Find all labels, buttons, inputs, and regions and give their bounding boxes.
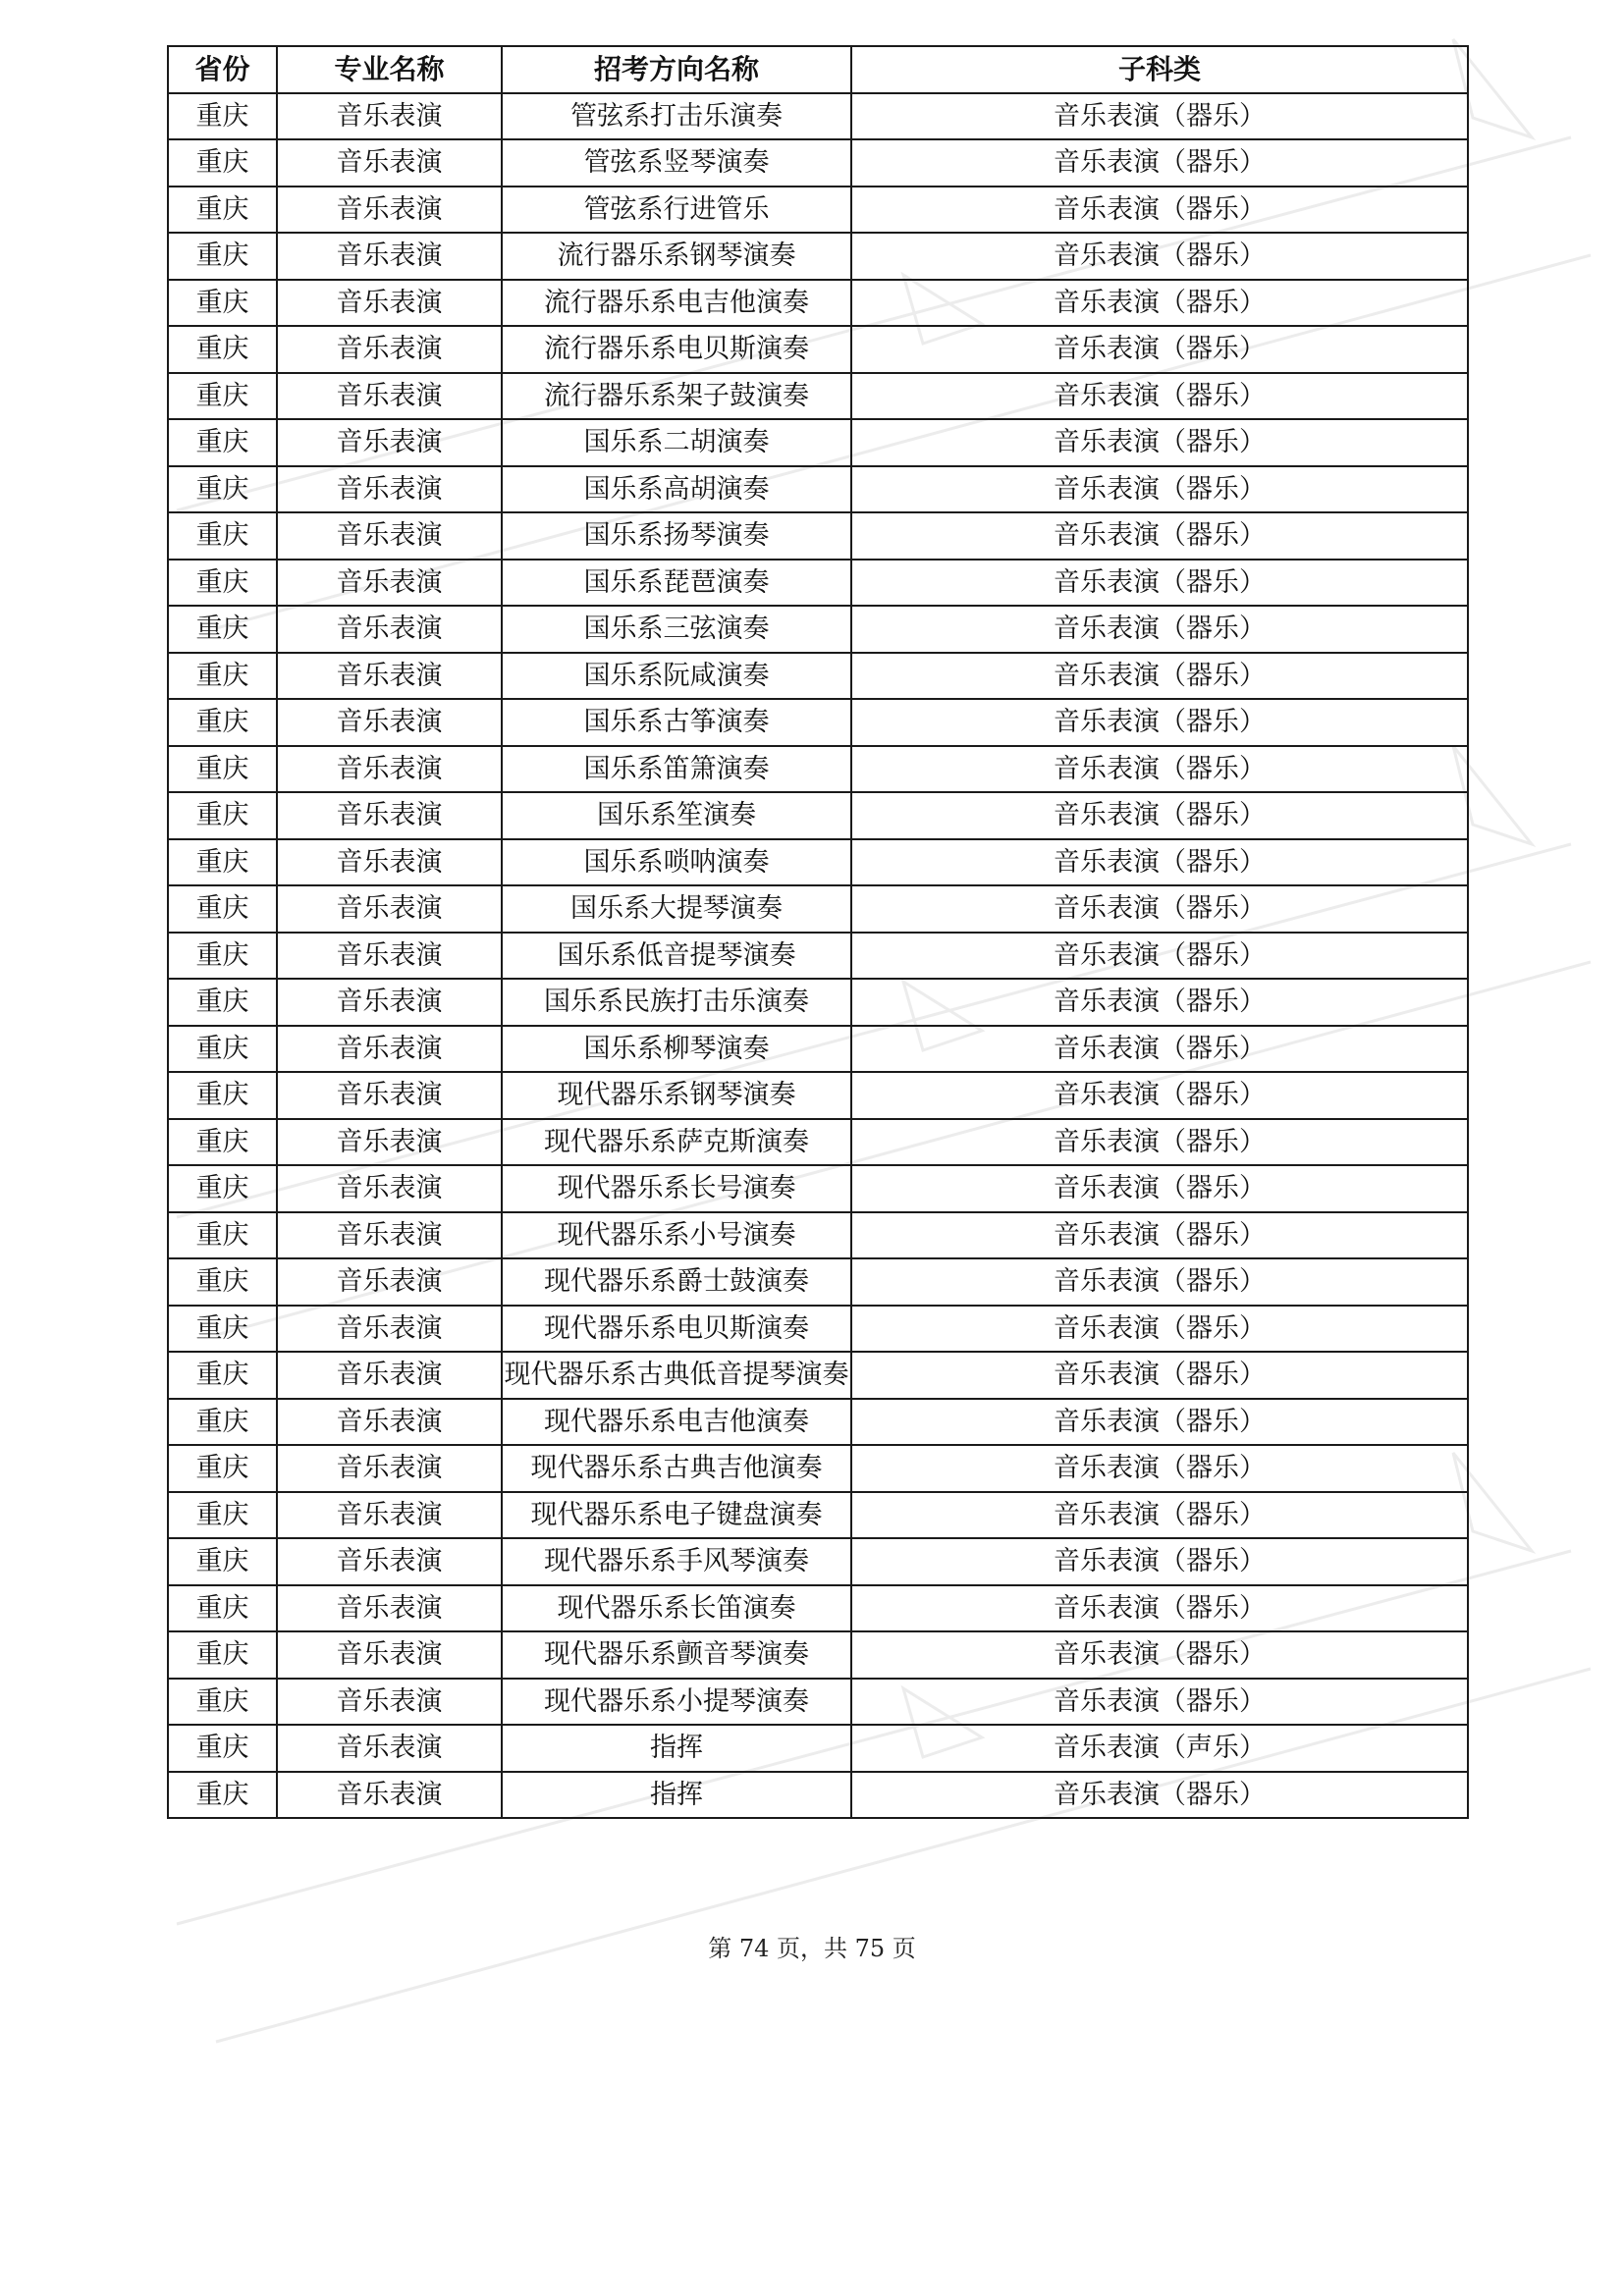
cell-direction-name: 现代器乐系电贝斯演奏 — [502, 1306, 851, 1353]
cell-province: 重庆 — [168, 326, 277, 373]
cell-province: 重庆 — [168, 1492, 277, 1539]
cell-major-name: 音乐表演 — [277, 373, 502, 420]
cell-major-name: 音乐表演 — [277, 1772, 502, 1819]
cell-province: 重庆 — [168, 1445, 277, 1492]
table-row — [168, 373, 1468, 420]
table-row — [168, 699, 1468, 746]
cell-subcategory: 音乐表演（器乐） — [851, 792, 1468, 839]
cell-subcategory: 音乐表演（器乐） — [851, 653, 1468, 700]
cell-major-name: 音乐表演 — [277, 1725, 502, 1772]
cell-direction-name: 流行器乐系架子鼓演奏 — [502, 373, 851, 420]
table-row — [168, 1725, 1468, 1772]
table-row — [168, 1679, 1468, 1726]
cell-direction-name: 管弦系行进管乐 — [502, 187, 851, 234]
cell-major-name: 音乐表演 — [277, 933, 502, 980]
cell-subcategory: 音乐表演（器乐） — [851, 1538, 1468, 1585]
cell-direction-name: 国乐系琵琶演奏 — [502, 560, 851, 607]
cell-subcategory: 音乐表演（器乐） — [851, 1352, 1468, 1399]
cell-major-name: 音乐表演 — [277, 93, 502, 140]
table-row — [168, 1538, 1468, 1585]
cell-province: 重庆 — [168, 1258, 277, 1306]
header-row — [168, 46, 1468, 93]
cell-province: 重庆 — [168, 233, 277, 280]
cell-province: 重庆 — [168, 280, 277, 327]
cell-direction-name: 现代器乐系古典吉他演奏 — [502, 1445, 851, 1492]
cell-direction-name: 管弦系竖琴演奏 — [502, 139, 851, 187]
table-row — [168, 1399, 1468, 1446]
cell-province: 重庆 — [168, 792, 277, 839]
cell-major-name: 音乐表演 — [277, 792, 502, 839]
cell-province: 重庆 — [168, 1306, 277, 1353]
cell-direction-name: 国乐系笙演奏 — [502, 792, 851, 839]
enrollment-table — [167, 45, 1469, 1819]
cell-direction-name: 国乐系大提琴演奏 — [502, 885, 851, 933]
cell-subcategory: 音乐表演（器乐） — [851, 466, 1468, 513]
cell-subcategory: 音乐表演（器乐） — [851, 1399, 1468, 1446]
cell-direction-name: 国乐系笛箫演奏 — [502, 746, 851, 793]
table-row — [168, 419, 1468, 466]
table-row — [168, 1119, 1468, 1166]
cell-province: 重庆 — [168, 1165, 277, 1212]
table-row — [168, 653, 1468, 700]
table-row — [168, 746, 1468, 793]
cell-major-name: 音乐表演 — [277, 280, 502, 327]
cell-province: 重庆 — [168, 1119, 277, 1166]
cell-province: 重庆 — [168, 746, 277, 793]
table-row — [168, 933, 1468, 980]
cell-subcategory: 音乐表演（器乐） — [851, 139, 1468, 187]
table-row — [168, 885, 1468, 933]
cell-major-name: 音乐表演 — [277, 653, 502, 700]
cell-subcategory: 音乐表演（器乐） — [851, 1679, 1468, 1726]
cell-major-name: 音乐表演 — [277, 1119, 502, 1166]
table-row — [168, 792, 1468, 839]
cell-subcategory: 音乐表演（器乐） — [851, 373, 1468, 420]
cell-province: 重庆 — [168, 93, 277, 140]
cell-province: 重庆 — [168, 699, 277, 746]
cell-major-name: 音乐表演 — [277, 326, 502, 373]
cell-major-name: 音乐表演 — [277, 1538, 502, 1585]
cell-direction-name: 指挥 — [502, 1725, 851, 1772]
table-body — [168, 93, 1468, 1819]
cell-province: 重庆 — [168, 139, 277, 187]
cell-subcategory: 音乐表演（器乐） — [851, 746, 1468, 793]
cell-subcategory: 音乐表演（器乐） — [851, 512, 1468, 560]
cell-subcategory: 音乐表演（器乐） — [851, 1306, 1468, 1353]
cell-province: 重庆 — [168, 606, 277, 653]
cell-province: 重庆 — [168, 419, 277, 466]
cell-direction-name: 指挥 — [502, 1772, 851, 1819]
table-row — [168, 93, 1468, 140]
cell-direction-name: 国乐系三弦演奏 — [502, 606, 851, 653]
cell-major-name: 音乐表演 — [277, 466, 502, 513]
cell-subcategory: 音乐表演（声乐） — [851, 1725, 1468, 1772]
cell-province: 重庆 — [168, 885, 277, 933]
cell-major-name: 音乐表演 — [277, 1352, 502, 1399]
cell-major-name: 音乐表演 — [277, 1258, 502, 1306]
header-subcategory: 子科类 — [851, 46, 1468, 93]
table-row — [168, 1306, 1468, 1353]
cell-subcategory: 音乐表演（器乐） — [851, 839, 1468, 886]
cell-subcategory: 音乐表演（器乐） — [851, 1585, 1468, 1632]
cell-major-name: 音乐表演 — [277, 419, 502, 466]
cell-province: 重庆 — [168, 1725, 277, 1772]
cell-major-name: 音乐表演 — [277, 1492, 502, 1539]
cell-subcategory: 音乐表演（器乐） — [851, 1492, 1468, 1539]
cell-direction-name: 现代器乐系长笛演奏 — [502, 1585, 851, 1632]
cell-major-name: 音乐表演 — [277, 885, 502, 933]
cell-direction-name: 现代器乐系电子键盘演奏 — [502, 1492, 851, 1539]
cell-direction-name: 现代器乐系古典低音提琴演奏 — [502, 1352, 851, 1399]
cell-subcategory: 音乐表演（器乐） — [851, 933, 1468, 980]
cell-province: 重庆 — [168, 653, 277, 700]
cell-major-name: 音乐表演 — [277, 233, 502, 280]
cell-direction-name: 国乐系柳琴演奏 — [502, 1026, 851, 1073]
cell-direction-name: 现代器乐系电吉他演奏 — [502, 1399, 851, 1446]
cell-direction-name: 国乐系阮咸演奏 — [502, 653, 851, 700]
table-row — [168, 1445, 1468, 1492]
cell-direction-name: 现代器乐系手风琴演奏 — [502, 1538, 851, 1585]
cell-major-name: 音乐表演 — [277, 1631, 502, 1679]
cell-major-name: 音乐表演 — [277, 1026, 502, 1073]
table-row — [168, 1352, 1468, 1399]
cell-major-name: 音乐表演 — [277, 187, 502, 234]
cell-direction-name: 国乐系高胡演奏 — [502, 466, 851, 513]
page-footer — [0, 1929, 1624, 1963]
cell-direction-name: 国乐系民族打击乐演奏 — [502, 979, 851, 1026]
cell-major-name: 音乐表演 — [277, 1399, 502, 1446]
table-row — [168, 512, 1468, 560]
cell-major-name: 音乐表演 — [277, 746, 502, 793]
table-row — [168, 1772, 1468, 1819]
header-major-name: 专业名称 — [277, 46, 502, 93]
table-row — [168, 1258, 1468, 1306]
cell-major-name: 音乐表演 — [277, 1072, 502, 1119]
cell-province: 重庆 — [168, 512, 277, 560]
cell-subcategory: 音乐表演（器乐） — [851, 419, 1468, 466]
table-row — [168, 979, 1468, 1026]
cell-subcategory: 音乐表演（器乐） — [851, 1072, 1468, 1119]
cell-major-name: 音乐表演 — [277, 1585, 502, 1632]
table-row — [168, 839, 1468, 886]
cell-province: 重庆 — [168, 1212, 277, 1259]
table-row — [168, 1165, 1468, 1212]
cell-direction-name: 国乐系唢呐演奏 — [502, 839, 851, 886]
cell-direction-name: 流行器乐系电贝斯演奏 — [502, 326, 851, 373]
cell-direction-name: 现代器乐系萨克斯演奏 — [502, 1119, 851, 1166]
cell-major-name: 音乐表演 — [277, 699, 502, 746]
cell-subcategory: 音乐表演（器乐） — [851, 979, 1468, 1026]
page-number-text: 第 74 页，共 75 页 — [708, 1935, 916, 1962]
cell-subcategory: 音乐表演（器乐） — [851, 606, 1468, 653]
cell-subcategory: 音乐表演（器乐） — [851, 187, 1468, 234]
table-row — [168, 1212, 1468, 1259]
table-row — [168, 466, 1468, 513]
cell-direction-name: 国乐系扬琴演奏 — [502, 512, 851, 560]
table-row — [168, 1585, 1468, 1632]
header-direction-name: 招考方向名称 — [502, 46, 851, 93]
cell-direction-name: 现代器乐系爵士鼓演奏 — [502, 1258, 851, 1306]
cell-subcategory: 音乐表演（器乐） — [851, 93, 1468, 140]
cell-major-name: 音乐表演 — [277, 1165, 502, 1212]
cell-province: 重庆 — [168, 560, 277, 607]
cell-major-name: 音乐表演 — [277, 512, 502, 560]
cell-subcategory: 音乐表演（器乐） — [851, 1026, 1468, 1073]
cell-direction-name: 管弦系打击乐演奏 — [502, 93, 851, 140]
cell-province: 重庆 — [168, 1072, 277, 1119]
table-row — [168, 326, 1468, 373]
cell-direction-name: 国乐系古筝演奏 — [502, 699, 851, 746]
table-row — [168, 1026, 1468, 1073]
table-row — [168, 606, 1468, 653]
cell-province: 重庆 — [168, 466, 277, 513]
cell-province: 重庆 — [168, 979, 277, 1026]
table-row — [168, 139, 1468, 187]
cell-subcategory: 音乐表演（器乐） — [851, 1258, 1468, 1306]
cell-subcategory: 音乐表演（器乐） — [851, 1772, 1468, 1819]
cell-province: 重庆 — [168, 1631, 277, 1679]
cell-subcategory: 音乐表演（器乐） — [851, 1165, 1468, 1212]
cell-direction-name: 国乐系二胡演奏 — [502, 419, 851, 466]
cell-subcategory: 音乐表演（器乐） — [851, 233, 1468, 280]
table-header — [168, 46, 1468, 93]
cell-subcategory: 音乐表演（器乐） — [851, 885, 1468, 933]
cell-subcategory: 音乐表演（器乐） — [851, 1119, 1468, 1166]
cell-province: 重庆 — [168, 933, 277, 980]
cell-subcategory: 音乐表演（器乐） — [851, 280, 1468, 327]
cell-direction-name: 现代器乐系钢琴演奏 — [502, 1072, 851, 1119]
cell-direction-name: 现代器乐系小提琴演奏 — [502, 1679, 851, 1726]
cell-province: 重庆 — [168, 1399, 277, 1446]
cell-direction-name: 国乐系低音提琴演奏 — [502, 933, 851, 980]
table-row — [168, 1072, 1468, 1119]
cell-major-name: 音乐表演 — [277, 606, 502, 653]
cell-major-name: 音乐表演 — [277, 1306, 502, 1353]
cell-province: 重庆 — [168, 1538, 277, 1585]
cell-major-name: 音乐表演 — [277, 979, 502, 1026]
cell-direction-name: 现代器乐系颤音琴演奏 — [502, 1631, 851, 1679]
cell-subcategory: 音乐表演（器乐） — [851, 1445, 1468, 1492]
cell-subcategory: 音乐表演（器乐） — [851, 699, 1468, 746]
cell-major-name: 音乐表演 — [277, 139, 502, 187]
cell-province: 重庆 — [168, 839, 277, 886]
cell-major-name: 音乐表演 — [277, 1679, 502, 1726]
cell-province: 重庆 — [168, 373, 277, 420]
cell-subcategory: 音乐表演（器乐） — [851, 326, 1468, 373]
cell-direction-name: 流行器乐系电吉他演奏 — [502, 280, 851, 327]
header-province: 省份 — [168, 46, 277, 93]
cell-direction-name: 现代器乐系长号演奏 — [502, 1165, 851, 1212]
cell-subcategory: 音乐表演（器乐） — [851, 1212, 1468, 1259]
table-row — [168, 560, 1468, 607]
cell-province: 重庆 — [168, 1585, 277, 1632]
cell-major-name: 音乐表演 — [277, 1212, 502, 1259]
cell-province: 重庆 — [168, 1772, 277, 1819]
cell-province: 重庆 — [168, 1352, 277, 1399]
table-row — [168, 233, 1468, 280]
table-row — [168, 187, 1468, 234]
cell-major-name: 音乐表演 — [277, 839, 502, 886]
cell-province: 重庆 — [168, 1026, 277, 1073]
cell-major-name: 音乐表演 — [277, 1445, 502, 1492]
cell-province: 重庆 — [168, 187, 277, 234]
cell-province: 重庆 — [168, 1679, 277, 1726]
cell-direction-name: 流行器乐系钢琴演奏 — [502, 233, 851, 280]
cell-subcategory: 音乐表演（器乐） — [851, 560, 1468, 607]
cell-major-name: 音乐表演 — [277, 560, 502, 607]
table-row — [168, 280, 1468, 327]
table-row — [168, 1492, 1468, 1539]
cell-subcategory: 音乐表演（器乐） — [851, 1631, 1468, 1679]
table-row — [168, 1631, 1468, 1679]
cell-direction-name: 现代器乐系小号演奏 — [502, 1212, 851, 1259]
